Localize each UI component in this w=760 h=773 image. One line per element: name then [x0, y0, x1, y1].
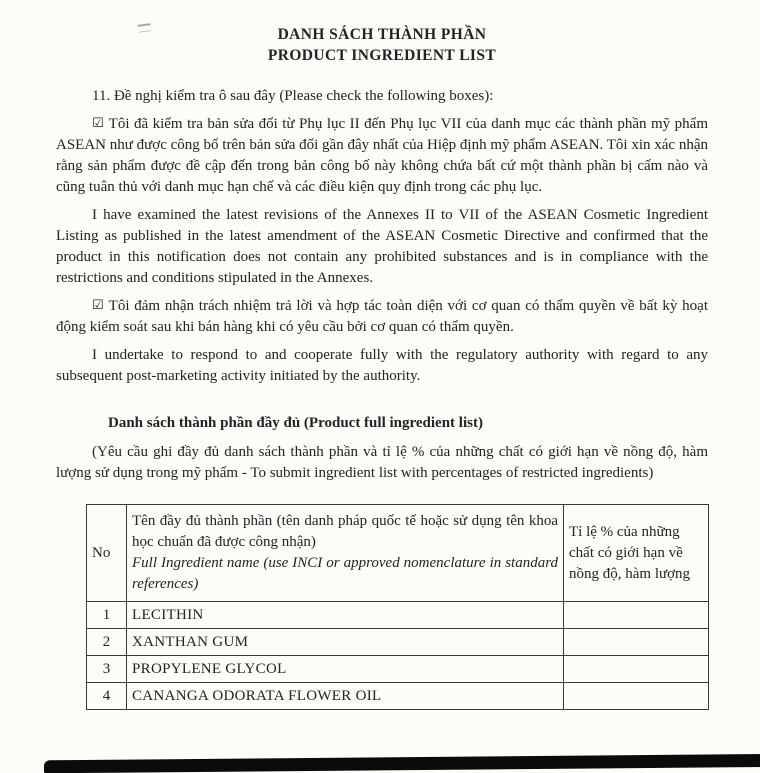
ingredient-name: CANANGA ODORATA FLOWER OIL	[127, 683, 564, 710]
ingredient-name: XANTHAN GUM	[127, 629, 564, 656]
table-row	[87, 602, 709, 629]
ingredient-name: LECITHIN	[127, 602, 564, 629]
ingredient-table	[86, 504, 709, 710]
title-vietnamese: DANH SÁCH THÀNH PHẦN	[277, 26, 487, 43]
title-english: PRODUCT INGREDIENT LIST	[267, 47, 497, 64]
table-header-row	[87, 505, 709, 602]
scan-edge-artifact	[44, 754, 760, 773]
full-ingredient-list-heading: Danh sách thành phần đầy đủ (Product full ingredient list)	[108, 415, 483, 431]
column-header-ingredient-name-en: Full Ingredient name (use INCI or approved nomenclature in standard references)	[132, 555, 558, 592]
ingredient-percentage	[564, 629, 709, 656]
table-row	[87, 683, 709, 710]
declaration-2-english: I undertake to respond to and cooperate fully with the regulatory authority with regard to any subsequent post-marketing activity initiated by the authority.	[56, 347, 708, 384]
row-number: 3	[87, 656, 127, 683]
declaration-1-english: I have examined the latest revisions of the Annexes II to VII of the ASEAN Cosmetic Ingredient Listing as published in the latest amendment of the ASEAN Cosmetic Directive and confirmed that the product in this notification does not contain any prohibited substances and is in compliance with the restrictions and conditions stipulated in the Annexes.	[56, 207, 708, 286]
row-number: 2	[87, 629, 127, 656]
declaration-1-vietnamese-text: Tôi đã kiểm tra bản sửa đổi từ Phụ lục II đến Phụ lục VII của danh mục các thành phần mỹ phẩm ASEAN như được công bố trên bản sửa đổi gần đây nhất của Hiệp định mỹ phẩm ASEAN. Tôi xin xác nhận rằng sản phẩm được đề cập đến trong bản công bố này không chứa bất cứ một thành phần bị cấm nào và cũng tuân thủ với danh mục hạn chế và các điều kiện quy định trong các phụ lục.	[56, 116, 708, 195]
table-row	[87, 629, 709, 656]
checkbox-checked-icon: ☑	[92, 298, 104, 313]
declaration-2-vietnamese-text: Tôi đảm nhận trách nhiệm trả lời và hợp tác toàn diện với cơ quan có thẩm quyền về bất kỳ hoạt động kiểm soát sau khi bán hàng khi có yêu cầu bởi cơ quan có thẩm quyền.	[56, 298, 708, 335]
section-11-intro: 11. Đề nghị kiểm tra ô sau đây (Please check the following boxes):	[92, 88, 494, 104]
column-header-percentage: Tỉ lệ % của những chất có giới hạn về nồng độ, hàm lượng	[564, 505, 709, 602]
table-row	[87, 656, 709, 683]
row-number: 4	[87, 683, 127, 710]
ingredient-percentage	[564, 656, 709, 683]
checkbox-checked-icon: ☑	[92, 116, 104, 131]
ingredient-percentage	[564, 683, 709, 710]
column-header-no: No	[87, 505, 127, 602]
page-title	[56, 24, 708, 66]
pen-mark	[138, 23, 152, 33]
declaration-1-vietnamese	[56, 114, 708, 198]
ingredient-percentage	[564, 602, 709, 629]
ingredient-name: PROPYLENE GLYCOL	[127, 656, 564, 683]
full-ingredient-list-note: (Yêu cầu ghi đầy đủ danh sách thành phần và tỉ lệ % của những chất có giới hạn về nồng độ, hàm lượng sử dụng trong mỹ phẩm - To submit ingredient list with percentages of restricted ingredients)	[56, 444, 708, 481]
column-header-ingredient-name-vi: Tên đầy đủ thành phần (tên danh pháp quốc tế hoặc sử dụng tên khoa học chuẩn đã được công nhận)	[132, 513, 558, 550]
declaration-2-vietnamese	[56, 296, 708, 338]
row-number: 1	[87, 602, 127, 629]
column-header-ingredient-name	[127, 505, 564, 602]
